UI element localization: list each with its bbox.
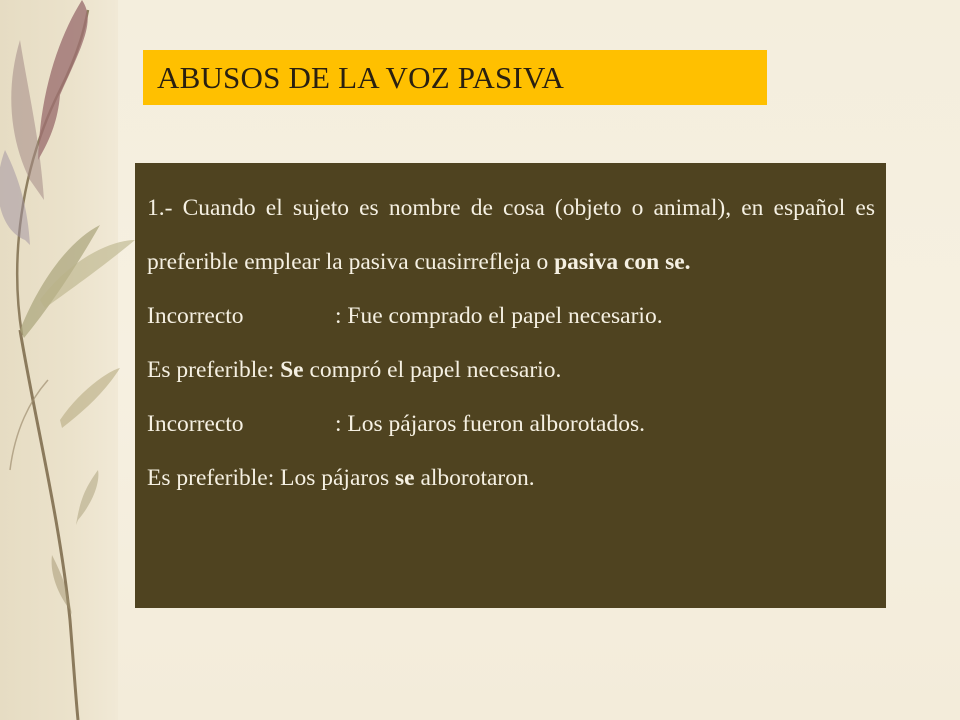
example-label: Es preferible: bbox=[147, 357, 275, 383]
rule-bold-text: pasiva con se. bbox=[554, 249, 691, 275]
example-separator: : bbox=[335, 411, 348, 437]
example-text: Fue comprado el papel necesario. bbox=[347, 303, 663, 329]
example-text: Los pájaros bbox=[280, 465, 395, 491]
example-line bbox=[147, 343, 875, 397]
example-separator: : bbox=[335, 303, 348, 329]
example-line bbox=[147, 289, 875, 343]
example-text: Los pájaros fueron alborotados. bbox=[347, 411, 645, 437]
content-panel bbox=[135, 163, 886, 608]
example-line bbox=[147, 451, 875, 505]
example-line bbox=[147, 397, 875, 451]
rule-text: 1.- Cuando el sujeto es nombre de cosa (objeto o animal), en español es preferible emplear la pasiva cuasirrefleja o bbox=[147, 195, 875, 275]
example-text-after: compró el papel necesario. bbox=[303, 357, 562, 383]
example-bold: se bbox=[394, 465, 415, 491]
example-label: Incorrecto bbox=[147, 303, 244, 329]
page-title: ABUSOS DE LA VOZ PASIVA bbox=[157, 59, 565, 95]
title-banner bbox=[143, 50, 767, 105]
example-label: Incorrecto bbox=[147, 411, 244, 437]
rule-paragraph bbox=[147, 181, 875, 289]
example-label: Es preferible: bbox=[147, 465, 275, 491]
example-bold: Se bbox=[280, 357, 304, 383]
example-text-after: alborotaron. bbox=[414, 465, 535, 491]
